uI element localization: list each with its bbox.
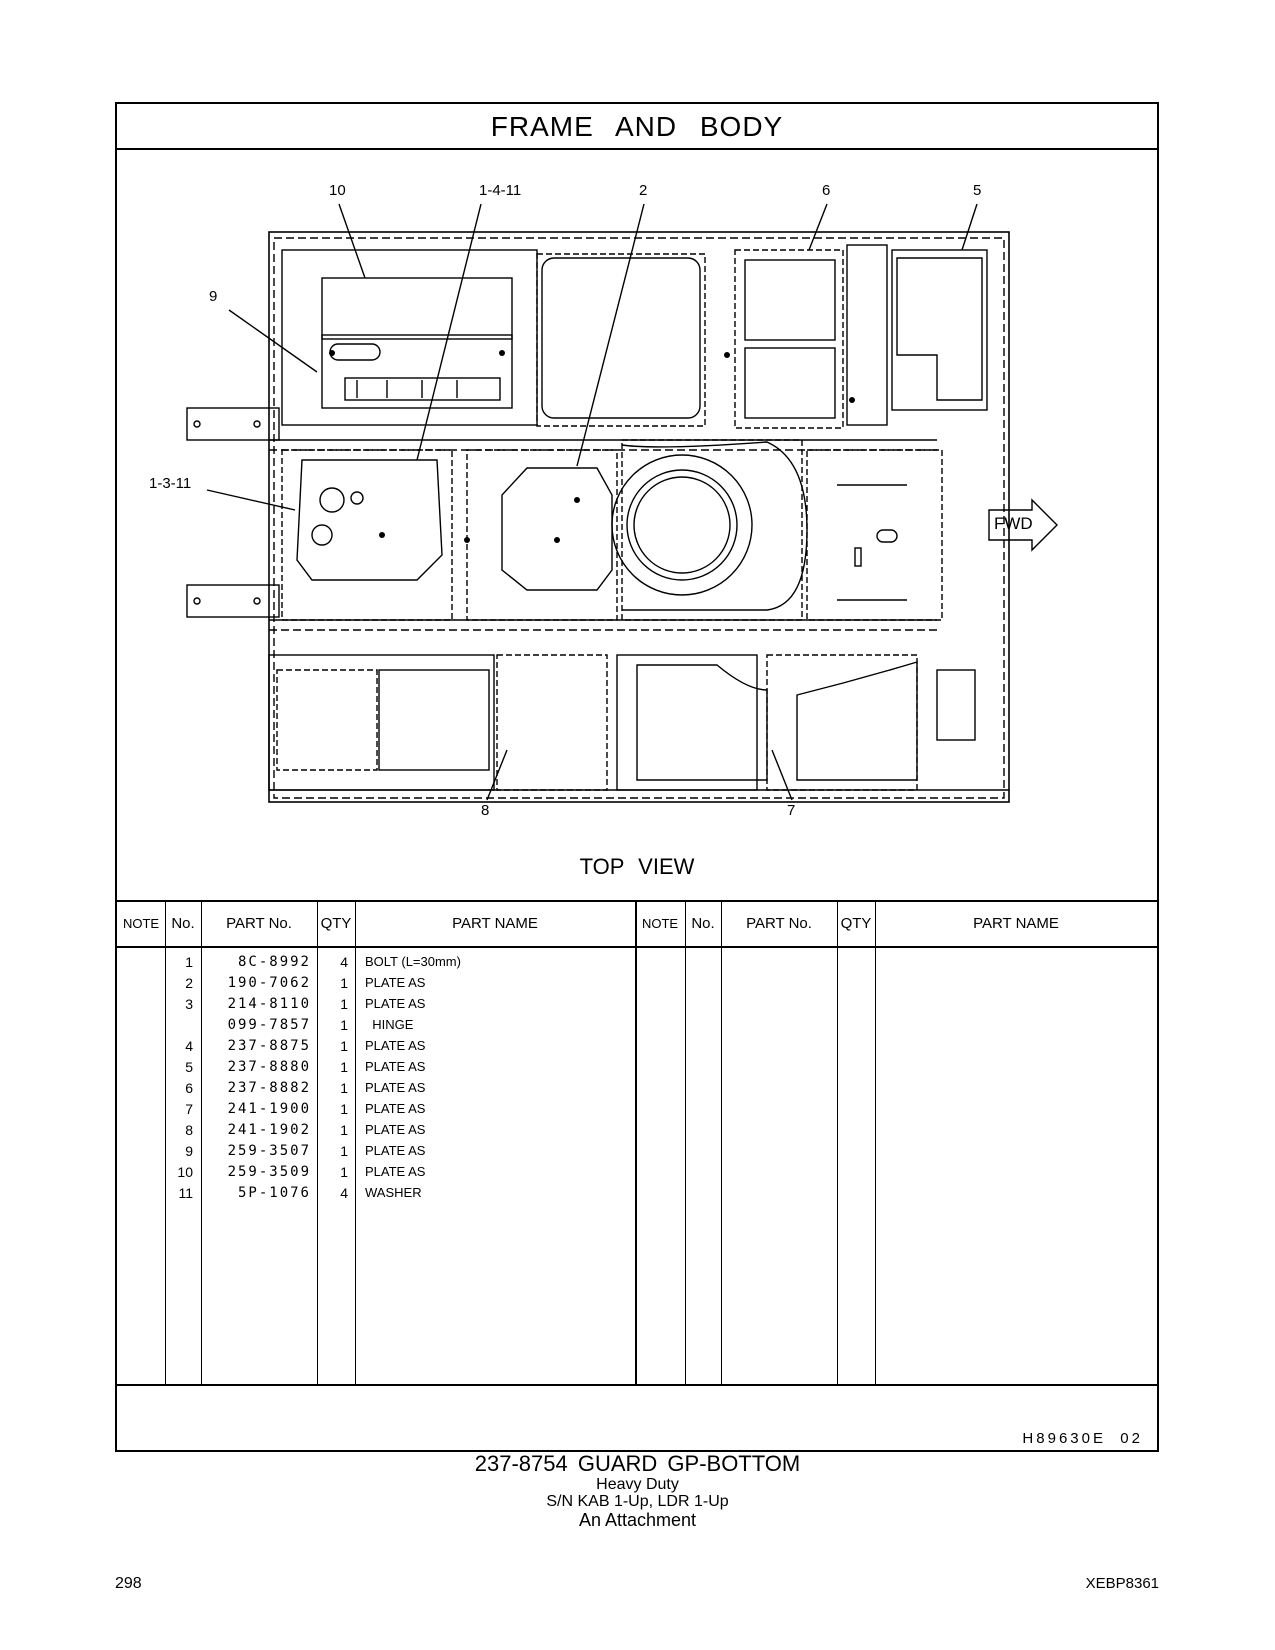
exploded-drawing (117, 150, 1157, 900)
group-caption (0, 1452, 1275, 1530)
header-part-no-left: PART No. (226, 915, 292, 932)
table-row: 6 237-8882 1 PLATE AS (185, 1080, 426, 1096)
callout-9: 9 (209, 288, 218, 305)
header-qty-left: QTY (320, 915, 352, 932)
group-title: 237-8754 GUARD GP-BOTTOM (474, 1451, 801, 1476)
table-row: 099-7857 1 HINGE (227, 1017, 414, 1033)
header-note-left: NOTE (122, 916, 160, 931)
view-label: TOP VIEW (579, 854, 695, 879)
header-qty-right: QTY (840, 915, 872, 932)
parts-page-frame (115, 102, 1159, 1452)
callout-1-4-11: 1-4-11 (479, 182, 522, 199)
header-no-left: No. (171, 915, 195, 932)
reference-strip (117, 1384, 1157, 1450)
callout-6: 6 (822, 182, 831, 199)
document-code: XEBP8361 (1085, 1575, 1159, 1592)
table-row: 2 190-7062 1 PLATE AS (185, 975, 426, 991)
callout-2: 2 (639, 182, 648, 199)
table-row: 11 5P-1076 4 WASHER (178, 1185, 422, 1201)
callout-7: 7 (787, 802, 796, 819)
callout-5: 5 (973, 182, 982, 199)
header-no-right: No. (691, 915, 715, 932)
table-row: 3 214-8110 1 PLATE AS (185, 996, 426, 1012)
table-row: 10 259-3509 1 PLATE AS (177, 1164, 426, 1180)
page-number: 298 (115, 1575, 142, 1592)
table-row: 1 8C-8992 4 BOLT (L=30mm) (185, 954, 461, 970)
duty-label: Heavy Duty (596, 1476, 679, 1493)
parts-table (117, 900, 1157, 1384)
header-part-no-right: PART No. (746, 915, 812, 932)
fwd-label: FWD (994, 514, 1033, 533)
serial-range: S/N KAB 1-Up, LDR 1-Up (546, 1493, 729, 1510)
callout-1-3-11: 1-3-11 (149, 475, 192, 492)
header-part-name-right: PART NAME (973, 915, 1059, 932)
callout-8: 8 (481, 802, 490, 819)
table-row: 4 237-8875 1 PLATE AS (185, 1038, 426, 1054)
header-part-name-left: PART NAME (452, 915, 538, 932)
table-row: 9 259-3507 1 PLATE AS (185, 1143, 426, 1159)
table-row: 7 241-1900 1 PLATE AS (185, 1101, 426, 1117)
header-note-right: NOTE (641, 916, 679, 931)
callout-10: 10 (329, 182, 346, 199)
table-row: 5 237-8880 1 PLATE AS (185, 1059, 426, 1075)
page-title: FRAME AND BODY (117, 104, 1157, 150)
attachment-label: An Attachment (578, 1510, 697, 1530)
table-row: 8 241-1902 1 PLATE AS (185, 1122, 426, 1138)
illustration-code: H89630E 02 (1022, 1430, 1143, 1447)
